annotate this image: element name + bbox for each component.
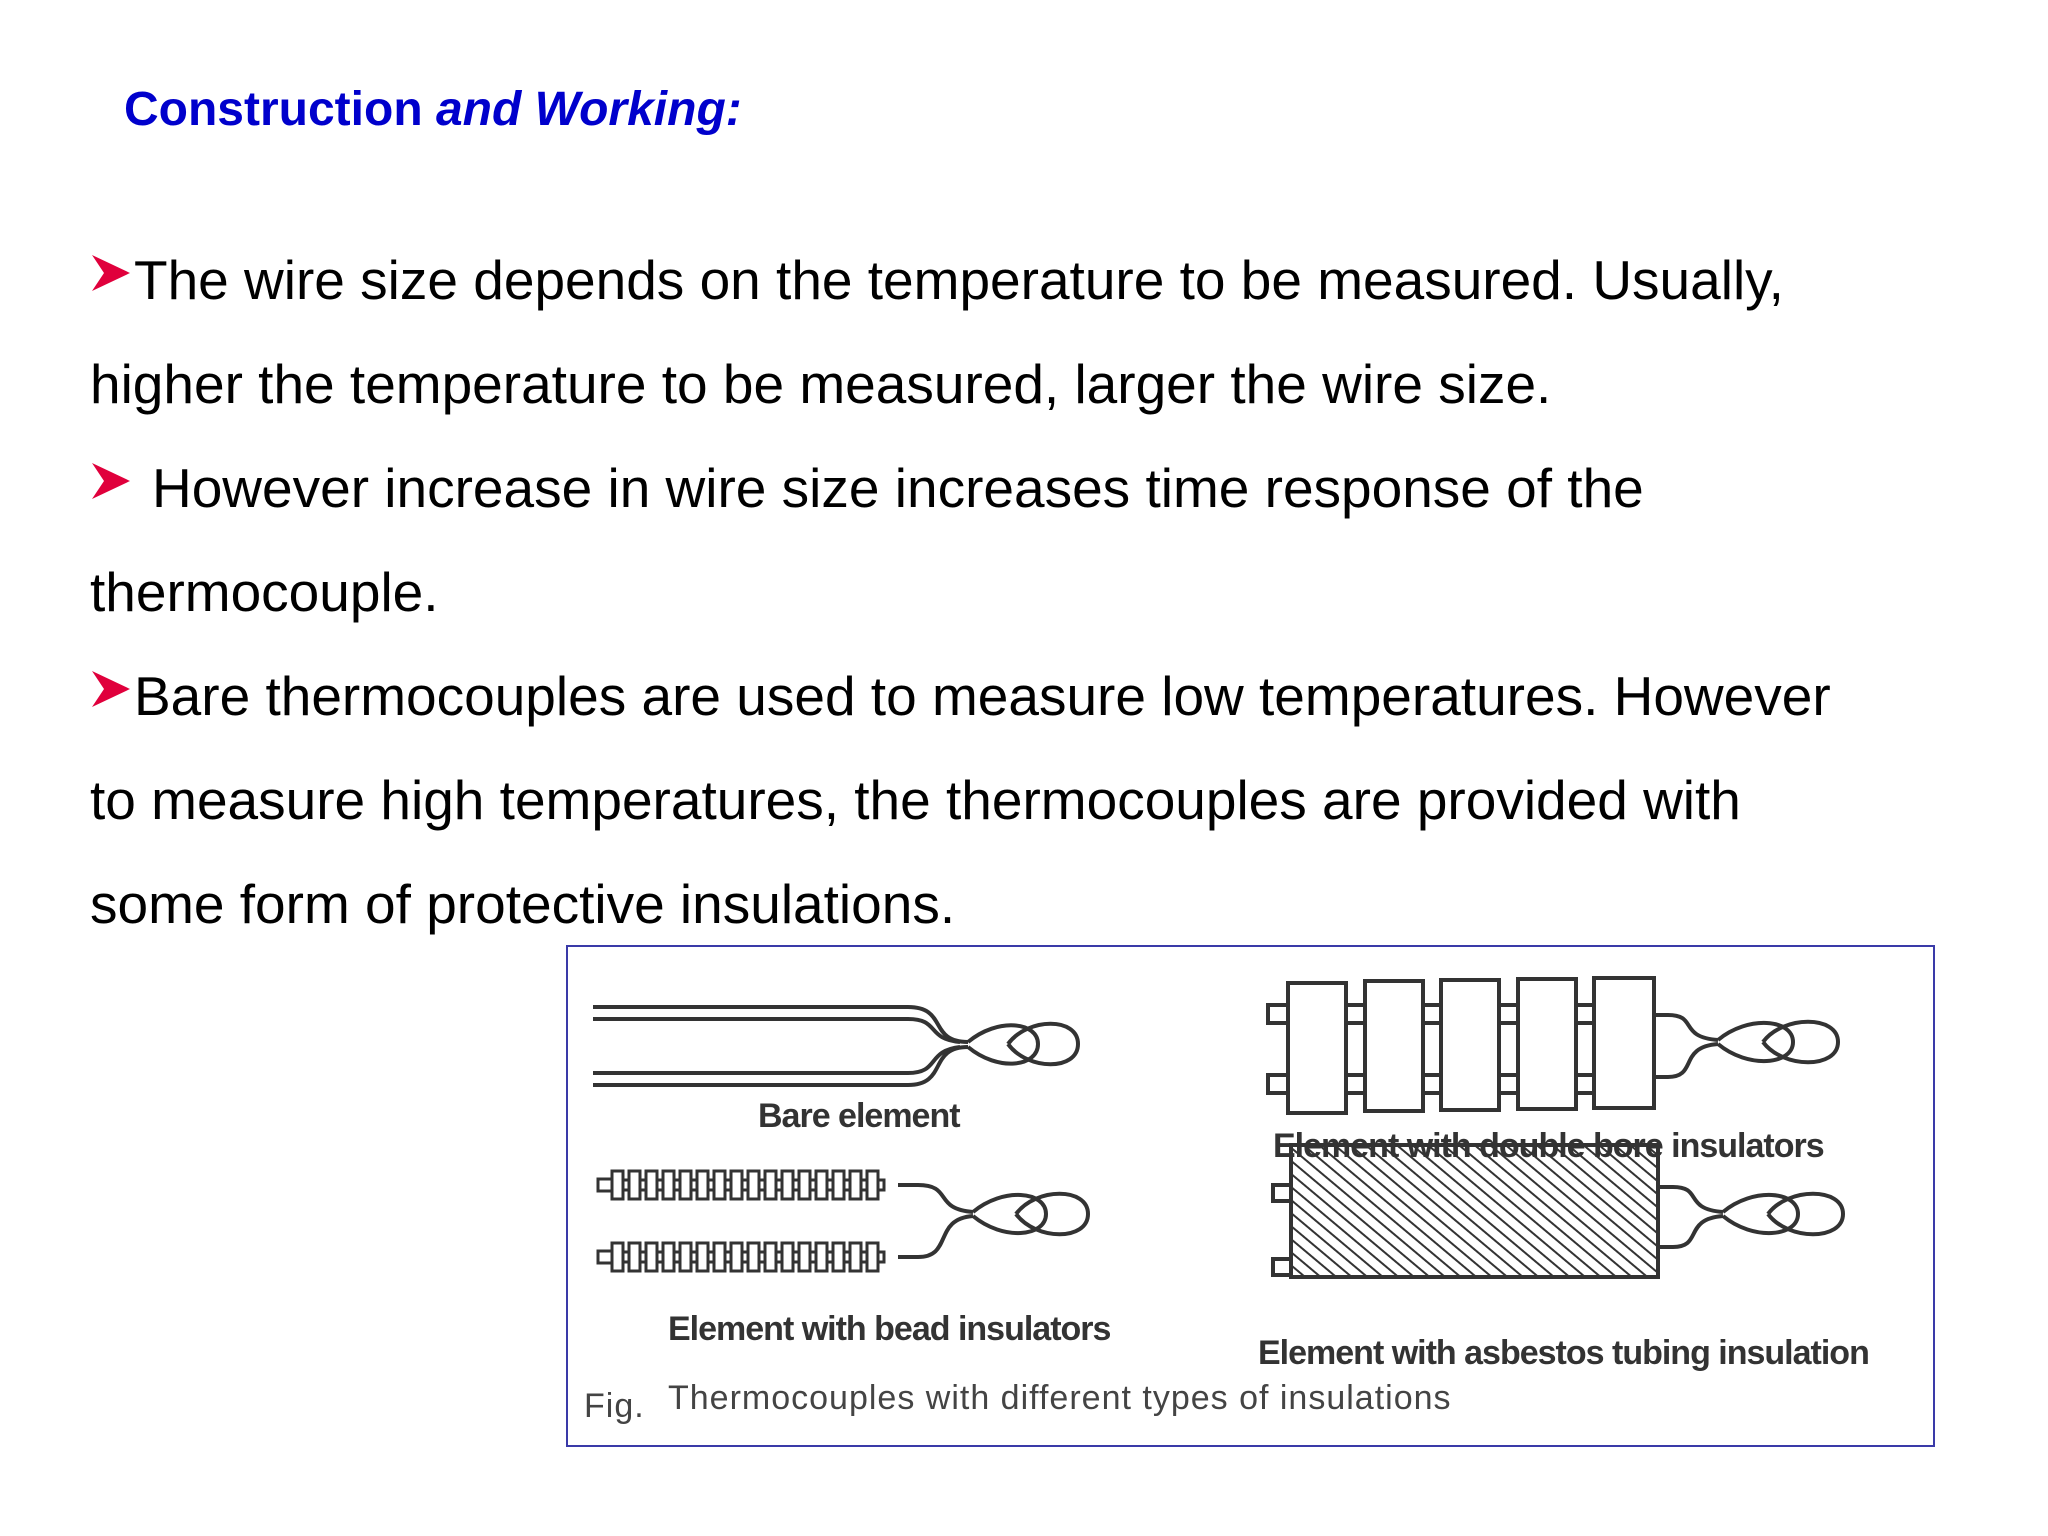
bare-element-drawing: [593, 1007, 1078, 1085]
bead-insulator: [680, 1243, 691, 1271]
bead-insulator: [799, 1171, 810, 1199]
bead-insulator: [646, 1243, 657, 1271]
bead-insulator: [782, 1243, 793, 1271]
bead-link: [878, 1252, 884, 1262]
bead-insulator: [680, 1171, 691, 1199]
bead-insulator: [731, 1243, 742, 1271]
bead-insulator-element-drawing: [598, 1179, 612, 1263]
bullet-3-line-2: to measure high temperatures, the thermocouples are provided with: [90, 769, 1741, 831]
label-double-bore: Element with double bore insulators: [1273, 1127, 1824, 1165]
bead-insulator: [646, 1171, 657, 1199]
bead-insulator: [714, 1171, 725, 1199]
bead-insulator: [867, 1243, 878, 1271]
bead-insulator: [697, 1243, 708, 1271]
bullet-2-line-2: thermocouple.: [90, 561, 439, 623]
bead-insulator: [612, 1171, 623, 1199]
bead-link: [878, 1180, 884, 1190]
bead-insulator: [833, 1243, 844, 1271]
bead-insulator: [629, 1171, 640, 1199]
bead-insulator: [748, 1243, 759, 1271]
title-italic-part: and Working:: [435, 83, 742, 136]
bead-insulator: [731, 1171, 742, 1199]
arrowhead-bullet-icon: [90, 461, 134, 501]
bullet-item-time-response: [90, 436, 1970, 644]
bullet-item-wire-size: [90, 228, 1970, 436]
bead-insulator: [612, 1243, 623, 1271]
bead-insulator: [867, 1171, 878, 1199]
bead-insulator: [748, 1171, 759, 1199]
figure-caption-prefix: Fig.: [584, 1387, 645, 1425]
bead-insulator: [765, 1171, 776, 1199]
bead-insulator: [714, 1243, 725, 1271]
figure-caption: Thermocouples with different types of insulations: [668, 1379, 1452, 1417]
bullet-item-bare-thermocouples: [90, 644, 1970, 956]
bead-insulator: [782, 1171, 793, 1199]
label-bare-element: Bare element: [758, 1097, 960, 1135]
arrowhead-bullet-icon: [90, 669, 134, 709]
double-bore-element-drawing: [1268, 978, 1654, 1113]
bead-insulator: [850, 1243, 861, 1271]
label-asbestos-tubing: Element with asbestos tubing insulation: [1258, 1334, 1869, 1372]
bullet-1-line-1: The wire size depends on the temperature to be measured. Usually,: [134, 249, 1784, 311]
bead-insulator: [833, 1171, 844, 1199]
title-regular-part: Construction: [124, 83, 436, 136]
bullet-list: [90, 228, 1970, 956]
bead-insulator: [816, 1171, 827, 1199]
bullet-1-line-2: higher the temperature to be measured, larger the wire size.: [90, 353, 1552, 415]
bead-insulator: [663, 1243, 674, 1271]
bead-insulator: [799, 1243, 810, 1271]
bead-insulator: [850, 1171, 861, 1199]
bead-insulator: [765, 1243, 776, 1271]
arrowhead-bullet-icon: [90, 253, 134, 293]
label-bead-insulators: Element with bead insulators: [668, 1310, 1111, 1348]
bead-insulator: [663, 1171, 674, 1199]
bullet-3-line-1: Bare thermocouples are used to measure low temperatures. However: [134, 665, 1831, 727]
bullet-3-line-3: some form of protective insulations.: [90, 873, 956, 935]
bullet-2-line-1: However increase in wire size increases time response of the: [152, 457, 1644, 519]
thermocouple-diagram: [568, 947, 1933, 1445]
bead-insulator: [816, 1243, 827, 1271]
thermocouple-figure: [566, 945, 1935, 1447]
bead-insulator: [629, 1243, 640, 1271]
slide-title: [124, 82, 742, 137]
bead-insulator: [697, 1171, 708, 1199]
